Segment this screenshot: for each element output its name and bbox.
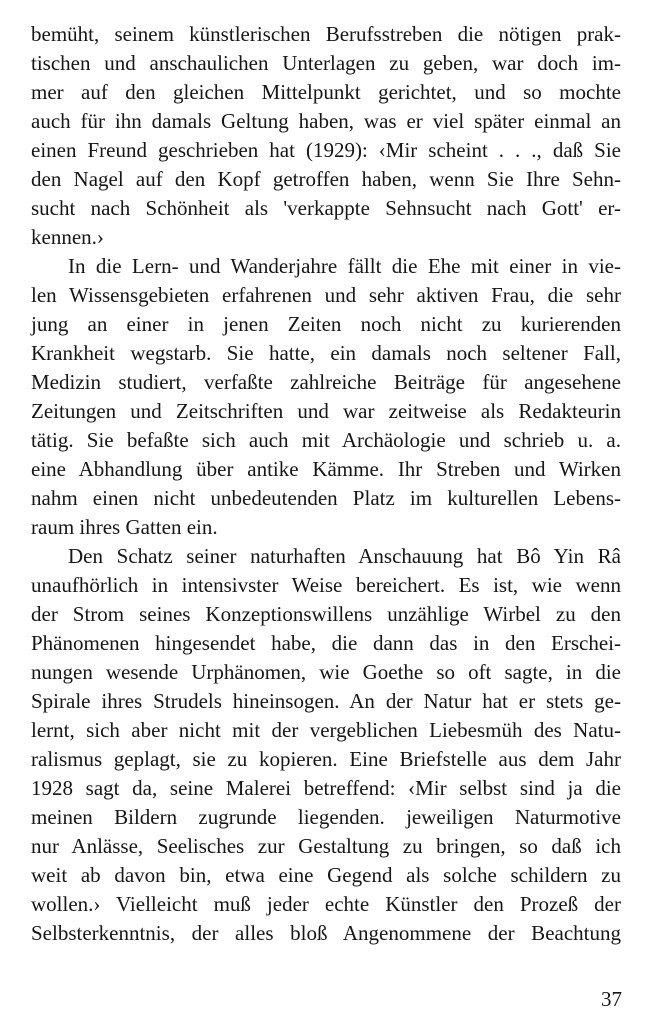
text-line: wollen.› Vielleicht muß jeder echte Künstler den Prozeß der xyxy=(31,892,621,916)
text-line: nungen wesende Urphänomen, wie Goethe so oft sagte, in die xyxy=(31,660,621,684)
text-line: nur Anlässe, Seelisches zur Gestaltung zu bringen, so daß ich xyxy=(31,834,621,858)
text-line: den Nagel auf den Kopf getroffen haben, wenn Sie Ihre Sehn- xyxy=(31,167,621,191)
text-line: auch für ihn damals Geltung haben, was er viel später einmal an xyxy=(31,109,621,133)
text-line: In die Lern- und Wanderjahre fällt die Ehe mit einer in vie- xyxy=(68,254,621,278)
text-line: raum ihres Gatten ein. xyxy=(31,515,218,539)
text-line: Medizin studiert, verfaßte zahlreiche Beiträge für angesehene xyxy=(31,370,621,394)
text-line: einen Freund geschrieben hat (1929): ‹Mir scheint . . ., daß Sie xyxy=(31,138,621,162)
text-line: unaufhörlich in intensivster Weise bereichert. Es ist, wie wenn xyxy=(31,573,621,597)
text-line: bemüht, seinem künstlerischen Berufsstreben die nötigen prak- xyxy=(31,22,621,46)
text-line: sucht nach Schönheit als 'verkappte Sehnsucht nach Gott' er- xyxy=(31,196,621,220)
text-line: lernt, sich aber nicht mit der vergeblichen Liebesmüh des Natu- xyxy=(31,718,621,742)
text-line: meinen Bildern zugrunde liegenden. jeweiligen Naturmotive xyxy=(31,805,621,829)
text-line: Krankheit wegstarb. Sie hatte, ein damals noch seltener Fall, xyxy=(31,341,621,365)
text-line: tätig. Sie befaßte sich auch mit Archäologie und schrieb u. a. xyxy=(31,428,621,452)
text-line: Zeitungen und Zeitschriften und war zeitweise als Redakteurin xyxy=(31,399,621,423)
text-line: Phänomenen hingesendet habe, die dann das in den Erschei- xyxy=(31,631,621,655)
text-line: len Wissensgebieten erfahrenen und sehr aktiven Frau, die sehr xyxy=(31,283,621,307)
text-line: nahm einen nicht unbedeutenden Platz im kulturellen Lebens- xyxy=(31,486,621,510)
text-line: weit ab davon bin, etwa eine Gegend als solche schildern zu xyxy=(31,863,621,887)
text-line: Selbsterkenntnis, der alles bloß Angenommene der Beachtung xyxy=(31,921,621,945)
text-line: der Strom seines Konzeptionswillens unzählige Wirbel zu den xyxy=(31,602,621,626)
text-line: 1928 sagt da, seine Malerei betreffend: ‹Mir selbst sind ja die xyxy=(31,776,621,800)
text-line: mer auf den gleichen Mittelpunkt gerichtet, und so mochte xyxy=(31,80,621,104)
page-number: 37 xyxy=(601,987,622,1011)
text-line: jung an einer in jenen Zeiten noch nicht zu kurierenden xyxy=(31,312,621,336)
text-line: Spirale ihres Strudels hineinsogen. An der Natur hat er stets ge- xyxy=(31,689,621,713)
text-line: kennen.› xyxy=(31,225,104,249)
text-line: eine Abhandlung über antike Kämme. Ihr Streben und Wirken xyxy=(31,457,621,481)
text-line: Den Schatz seiner naturhaften Anschauung hat Bô Yin Râ xyxy=(68,544,621,568)
text-line: ralismus geplagt, sie zu kopieren. Eine Briefstelle aus dem Jahr xyxy=(31,747,621,771)
text-line: tischen und anschaulichen Unterlagen zu geben, war doch im- xyxy=(31,51,621,75)
